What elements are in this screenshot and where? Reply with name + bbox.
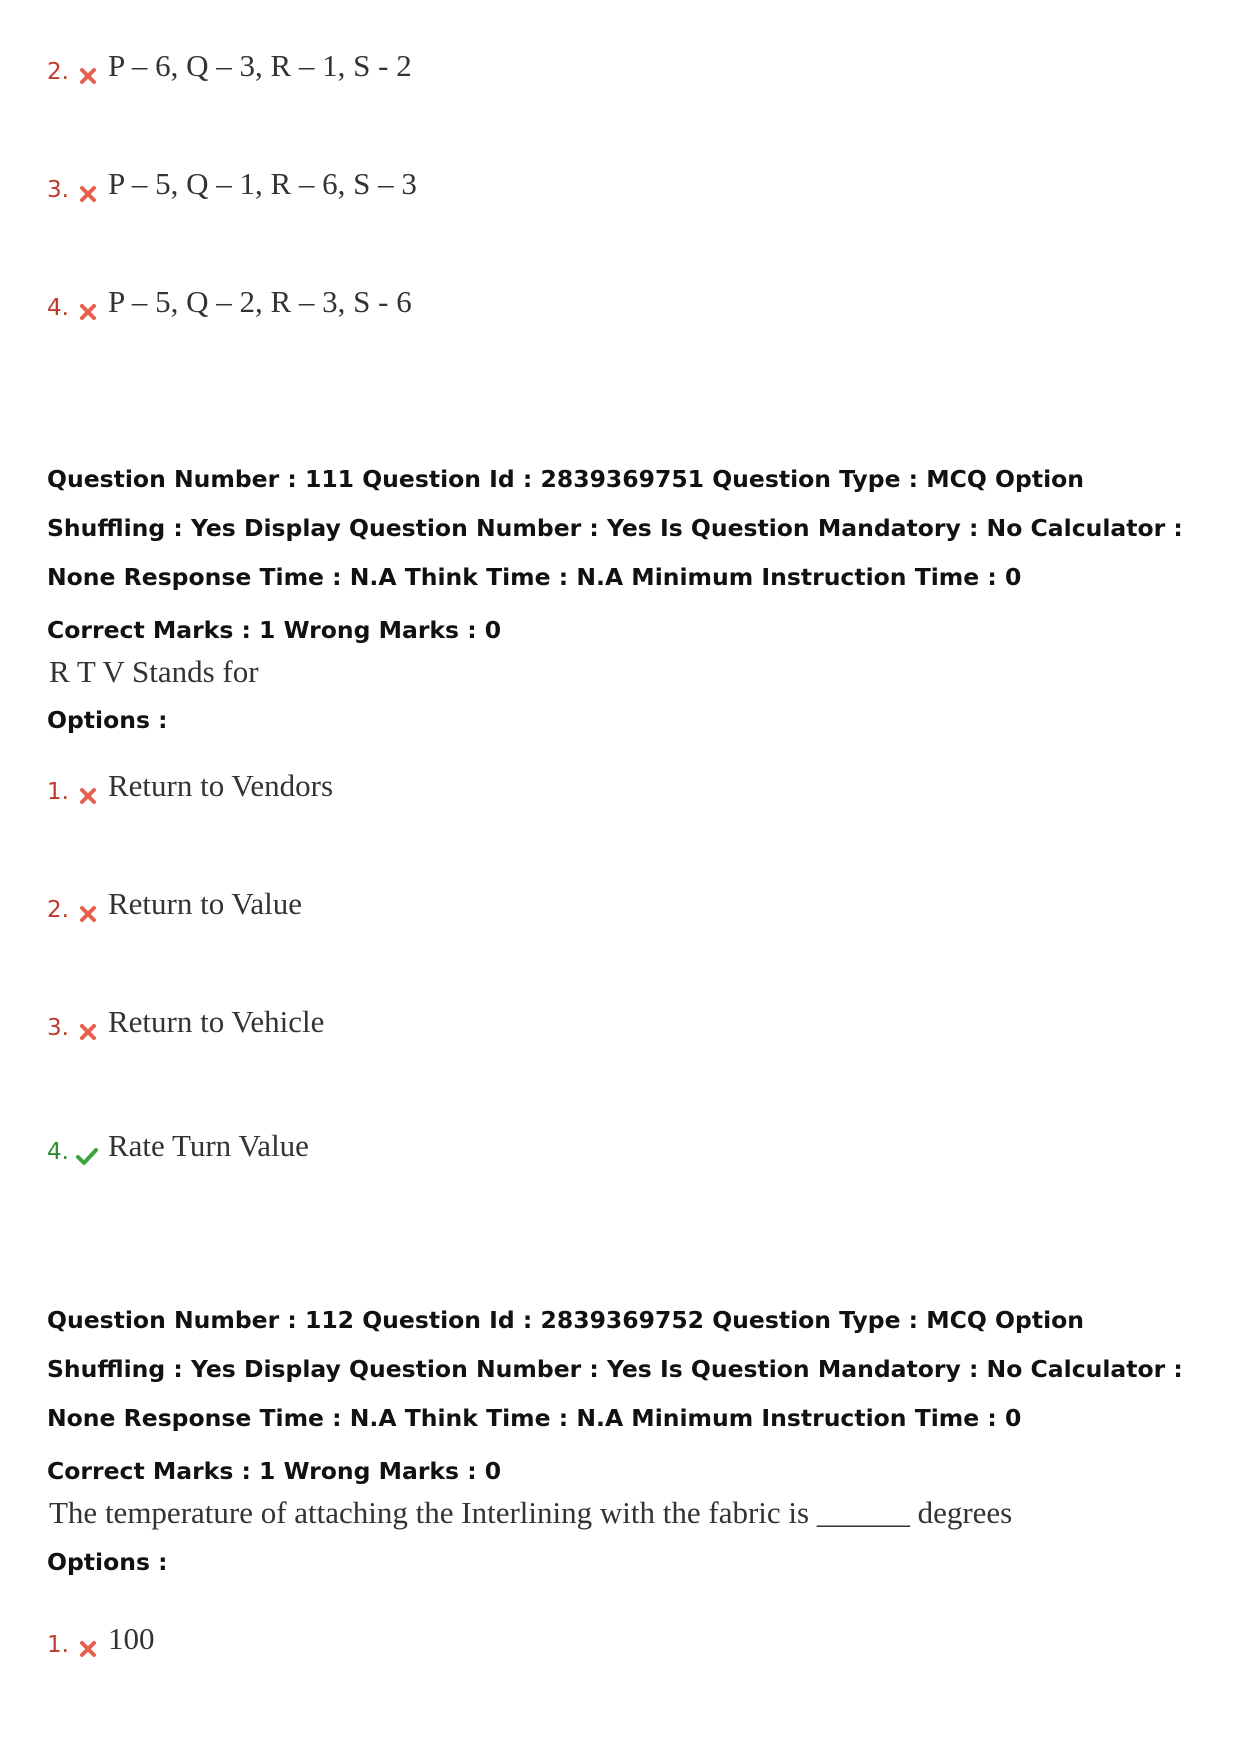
option-text: 100 [108,1621,155,1656]
option-row [47,48,412,92]
option-number: 2. [47,897,69,923]
option-number: 4. [47,295,69,321]
question-marks-112: Correct Marks : 1 Wrong Marks : 0 [47,1457,502,1485]
option-number: 3. [47,1015,69,1041]
option-number: 1. [47,779,69,805]
option-row [47,284,412,328]
option-row-correct [47,1128,309,1172]
options-label-112: Options : [47,1548,168,1576]
cross-icon [77,1638,99,1660]
option-row [47,1621,155,1665]
option-number: 4. [47,1139,69,1165]
question-meta-112: Question Number : 112 Question Id : 2839369752 Question Type : MCQ Option Shuffling : Yes Display Question Number : Yes Is Question Mandatory : No Calculator : None Response Time : N.A Think Time : N.A Minimum Instruction Time : 0 [47,1306,1183,1432]
option-row [47,1004,325,1048]
option-row [47,166,417,210]
question-text-111: R T V Stands for [49,654,259,689]
option-row [47,886,303,930]
option-text: P – 6, Q – 3, R – 1, S - 2 [108,48,412,83]
options-label-111: Options : [47,706,168,734]
option-text: Return to Vehicle [108,1004,325,1039]
cross-icon [77,903,99,925]
cross-icon [77,785,99,807]
option-number: 3. [47,177,69,203]
option-text: Rate Turn Value [108,1128,309,1163]
cross-icon [77,301,99,323]
cross-icon [77,183,99,205]
option-text: Return to Vendors [108,768,334,803]
option-text: P – 5, Q – 2, R – 3, S - 6 [108,284,412,319]
question-marks-111: Correct Marks : 1 Wrong Marks : 0 [47,616,502,644]
option-number: 1. [47,1632,69,1658]
question-text-112: The temperature of attaching the Interlining with the fabric is ______ degrees [49,1495,1013,1530]
option-row [47,768,334,812]
checkmark-icon [73,1145,99,1167]
cross-icon [77,65,99,87]
option-number: 2. [47,59,69,85]
cross-icon [77,1021,99,1043]
question-meta-111: Question Number : 111 Question Id : 2839369751 Question Type : MCQ Option Shuffling : Yes Display Question Number : Yes Is Question Mandatory : No Calculator : None Response Time : N.A Think Time : N.A Minimum Instruction Time : 0 [47,465,1183,591]
option-text: P – 5, Q – 1, R – 6, S – 3 [108,166,417,201]
option-text: Return to Value [108,886,303,921]
